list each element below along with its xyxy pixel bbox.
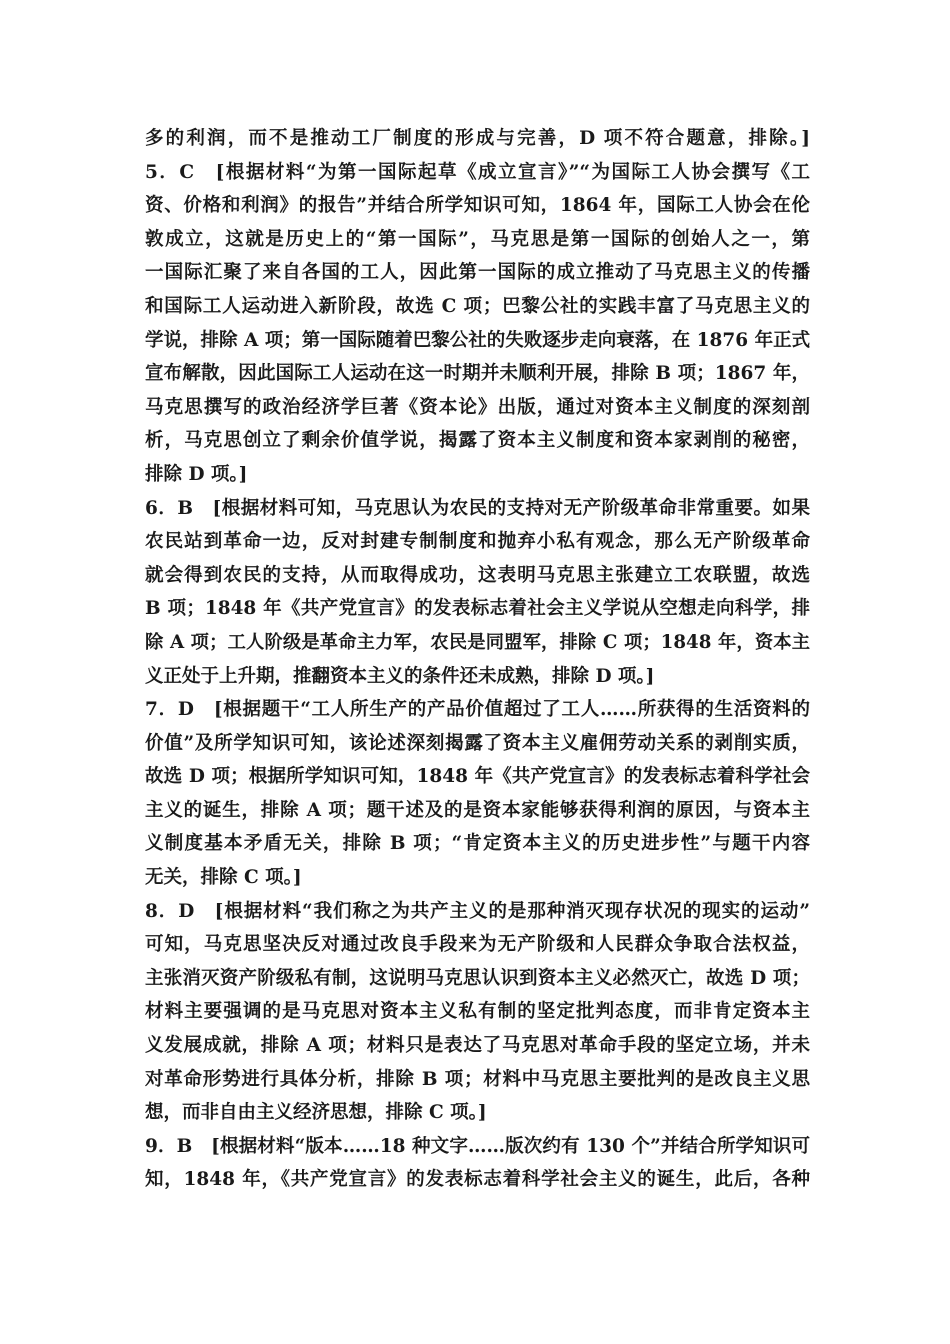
text-line: 想，而非自由主义经济思想，排除 C 项。] <box>145 1102 487 1124</box>
text-line: 8．D [根据材料“我们称之为共产主义的是那种消灭现存状况的现实的运动” <box>145 900 810 922</box>
text-line: 资、价格和利润》的报告”并结合所学知识可知，1864 年，国际工人协会在伦 <box>145 195 810 217</box>
text-line: 农民站到革命一边，反对封建专制制度和抛弃小私有观念，那么无产阶级革命 <box>145 531 810 553</box>
text-line: 材料主要强调的是马克思对资本主义私有制的坚定批判态度，而非肯定资本主 <box>145 1001 810 1023</box>
text-line: 排除 D 项。] <box>145 463 248 485</box>
answer-explanations <box>145 122 810 1197</box>
text-line: 除 A 项；工人阶级是革命主力军，农民是同盟军，排除 C 项；1848 年，资本主 <box>145 631 810 653</box>
text-line: 6．B [根据材料可知，马克思认为农民的支持对无产阶级革命非常重要。如果 <box>145 497 810 519</box>
text-line: 主张消灭资产阶级私有制，这说明马克思认识到资本主义必然灭亡，故选 D 项； <box>145 967 810 989</box>
text-line: 学说，排除 A 项；第一国际随着巴黎公社的失败逐步走向衰落，在 1876 年正式 <box>145 329 811 351</box>
text-line: 义正处于上升期，推翻资本主义的条件还未成熟，排除 D 项。] <box>145 665 655 687</box>
text-line: 马克思撰写的政治经济学巨著《资本论》出版，通过对资本主义制度的深刻剖 <box>145 396 810 418</box>
text-line: 9．B [根据材料“版本……18 种文字……版次约有 130 个”并结合所学知识可 <box>145 1135 810 1157</box>
text-line: 宣布解散，因此国际工人运动在这一时期并未顺利开展，排除 B 项；1867 年， <box>145 363 810 385</box>
text-line: 义制度基本矛盾无关，排除 B 项；“肯定资本主义的历史进步性”与题干内容 <box>145 833 810 855</box>
text-line: 就会得到农民的支持，从而取得成功，这表明马克思主张建立工农联盟，故选 <box>145 564 810 586</box>
text-line: 主义的诞生，排除 A 项；题干述及的是资本家能够获得利润的原因，与资本主 <box>145 799 810 821</box>
text-line: 一国际汇聚了来自各国的工人，因此第一国际的成立推动了马克思主义的传播 <box>145 262 810 284</box>
text-line: B 项；1848 年《共产党宣言》的发表标志着社会主义学说从空想走向科学，排 <box>145 598 810 620</box>
text-line: 可知，马克思坚决反对通过改良手段来为无产阶级和人民群众争取合法权益， <box>145 934 810 956</box>
text-line: 多的利润，而不是推动工厂制度的形成与完善，D 项不符合题意，排除。] <box>145 128 810 149</box>
text-line: 无关，排除 C 项。] <box>145 867 302 889</box>
text-line: 知，1848 年，《共产党宣言》的发表标志着科学社会主义的诞生，此后，各种 <box>145 1169 810 1191</box>
text-line: 价值”及所学知识可知，该论述深刻揭露了资本主义雇佣劳动关系的剥削实质， <box>145 732 810 754</box>
text-line: 对革命形势进行具体分析，排除 B 项；材料中马克思主要批判的是改良主义思 <box>145 1068 810 1090</box>
text-line: 故选 D 项；根据所学知识可知，1848 年《共产党宣言》的发表标志着科学社会 <box>145 766 810 788</box>
text-line: 和国际工人运动进入新阶段，故选 C 项；巴黎公社的实践丰富了马克思主义的 <box>145 295 810 317</box>
text-line: 5．C [根据材料“为第一国际起草《成立宣言》”“为国际工人协会撰写《工 <box>145 161 810 183</box>
text-line: 义发展成就，排除 A 项；材料只是表达了马克思对革命手段的坚定立场，并未 <box>145 1035 810 1057</box>
text-line: 敦成立，这就是历史上的“第一国际”，马克思是第一国际的创始人之一，第 <box>145 228 810 250</box>
text-line: 析，马克思创立了剩余价值学说，揭露了资本主义制度和资本家剥削的秘密， <box>145 430 810 452</box>
text-line: 7．D [根据题干“工人所生产的产品价值超过了工人……所获得的生活资料的 <box>145 699 810 721</box>
